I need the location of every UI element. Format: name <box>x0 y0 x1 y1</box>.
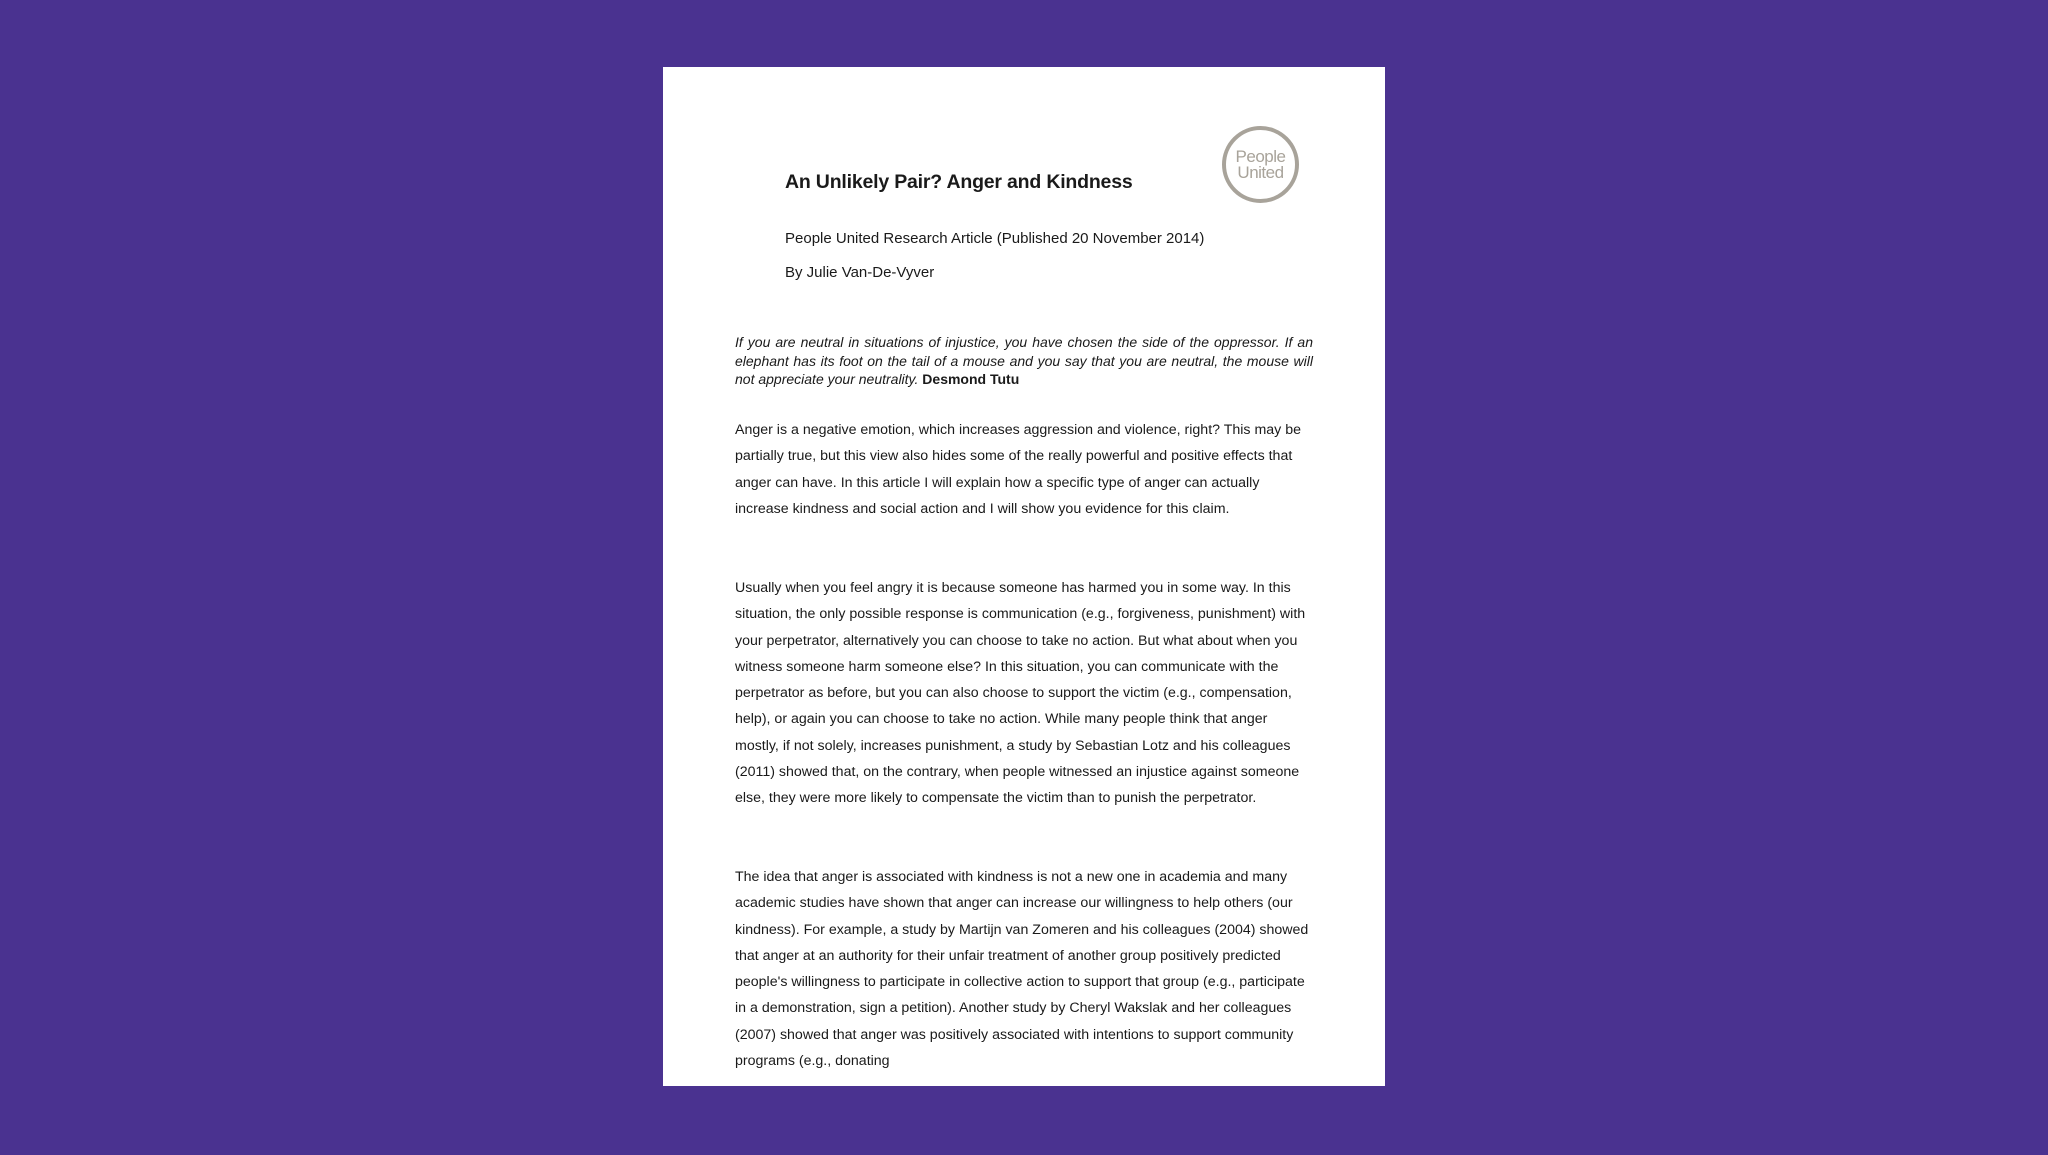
epigraph-quote <box>735 333 1313 389</box>
quote-text: If you are neutral in situations of injustice, you have chosen the side of the oppressor. If an elephant has its foot on the tail of a mouse and you say that you are neutral, the mouse will not appreciate your neutrality. <box>735 334 1313 387</box>
people-united-logo <box>1222 126 1299 203</box>
logo-line-2: United <box>1237 162 1284 182</box>
page-title: An Unlikely Pair? Anger and Kindness <box>785 171 1133 193</box>
body-paragraph-1: Anger is a negative emotion, which increases aggression and violence, right? This may be partially true, but this view also hides some of the really powerful and positive effects that anger can have. In this article I will explain how a specific type of anger can actually increase kindness and social action and I will show you evidence for this claim. <box>735 422 1301 517</box>
document-page <box>663 67 1385 1086</box>
article-subtitle: People United Research Article (Published 20 November 2014) <box>785 230 1205 247</box>
body-paragraph-2: Usually when you feel angry it is because someone has harmed you in some way. In this situation, the only possible response is communication (e.g., forgiveness, punishment) with your perpetrator, alternatively you can choose to take no action. But what about when you witness someone harm someone else? In this situation, you can communicate with the perpetrator as before, but you can also choose to support the victim (e.g., compensation, help), or again you can choose to take no action. While many people think that anger mostly, if not solely, increases punishment, a study by Sebastian Lotz and his colleagues (2011) showed that, on the contrary, when people witnessed an injustice against someone else, they were more likely to compensate the victim than to punish the perpetrator. <box>735 580 1306 807</box>
logo-line-1: People <box>1235 146 1286 166</box>
article-byline: By Julie Van-De-Vyver <box>785 264 935 281</box>
quote-author: Desmond Tutu <box>922 371 1020 387</box>
body-paragraph-3: The idea that anger is associated with kindness is not a new one in academia and many academic studies have shown that anger can increase our willingness to help others (our kindness). For example, a study by Martijn van Zomeren and his colleagues (2004) showed that anger at an authority for their unfair treatment of another group positively predicted people's willingness to participate in collective action to support that group (e.g., participate in a demonstration, sign a petition). Another study by Cheryl Wakslak and her colleagues (2007) showed that anger was positively associated with intentions to support community programs (e.g., donating <box>735 869 1309 1070</box>
